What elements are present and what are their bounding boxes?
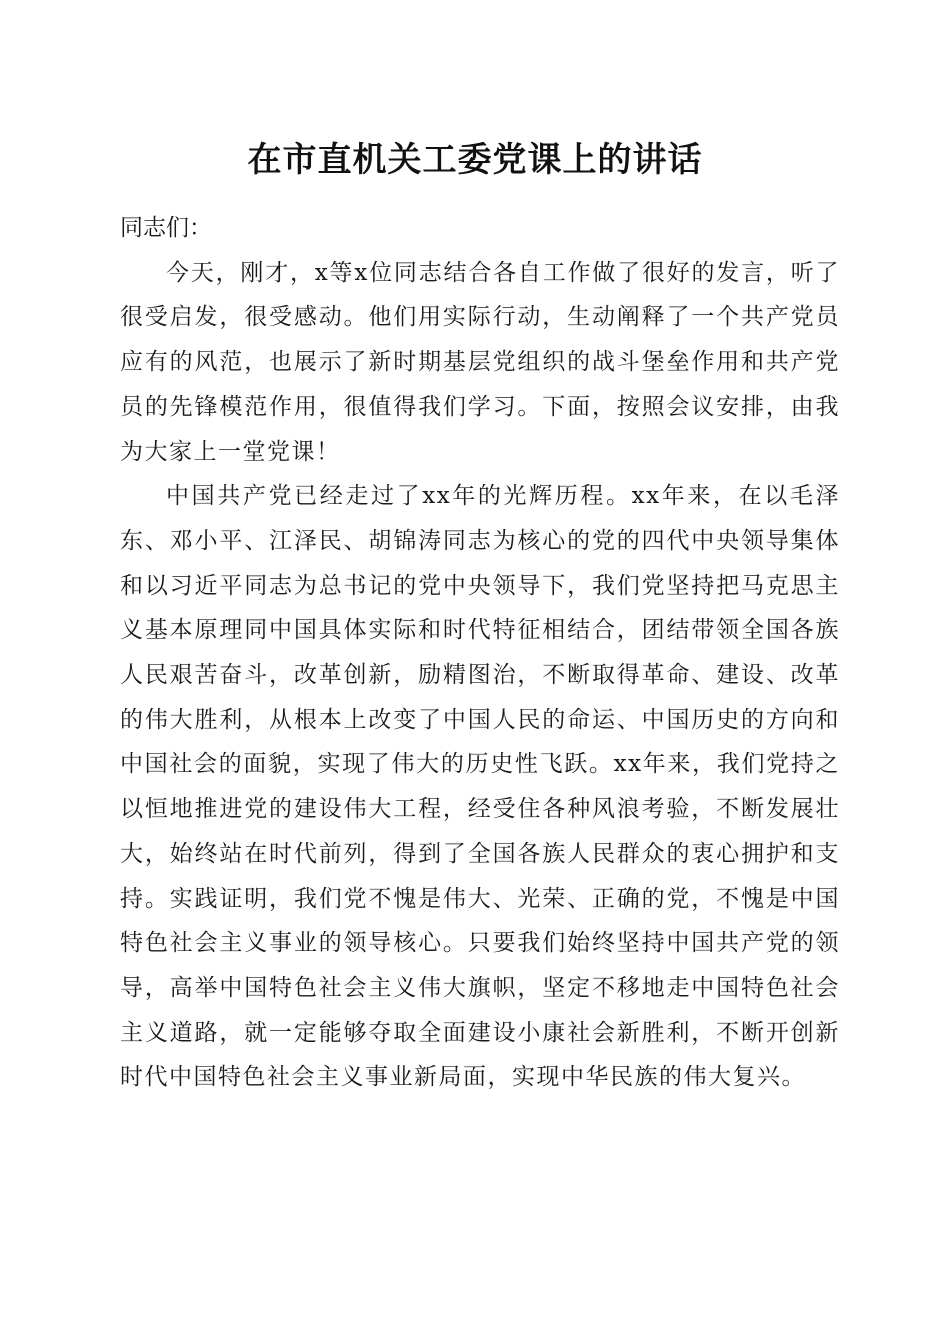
salutation: 同志们： [120, 215, 212, 241]
document-body [120, 206, 840, 1100]
document-title: 在市直机关工委党课上的讲话 [247, 140, 703, 180]
paragraph-opening: 今天，刚才，x等x位同志结合各自工作做了很好的发言，听了很受启发，很受感动。他们用实际行动，生动阐释了一个共产党员应有的风范，也展示了新时期基层党组织的战斗堡垒作用和共产党员的先锋模范作用，很值得我们学习。下面，按照会议安排，由我为大家上一堂党课！ [120, 259, 840, 465]
paragraph-history: 中国共产党已经走过了xx年的光辉历程。xx年来，在以毛泽东、邓小平、江泽民、胡锦涛同志为核心的党的四代中央领导集体和以习近平同志为总书记的党中央领导下，我们党坚持把马克思主义基本原理同中国具体实际和时代特征相结合，团结带领全国各族人民艰苦奋斗，改革创新，励精图治，不断取得革命、建设、改革的伟大胜利，从根本上改变了中国人民的命运、中国历史的方向和中国社会的面貌，实现了伟大的历史性飞跃。xx年来，我们党持之以恒地推进党的建设伟大工程，经受住各种风浪考验，不断发展壮大，始终站在时代前列，得到了全国各族人民群众的衷心拥护和支持。实践证明，我们党不愧是伟大、光荣、正确的党，不愧是中国特色社会主义事业的领导核心。只要我们始终坚持中国共产党的领导，高举中国特色社会主义伟大旗帜，坚定不移地走中国特色社会主义道路，就一定能够夺取全面建设小康社会新胜利，不断开创新时代中国特色社会主义事业新局面，实现中华民族的伟大复兴。 [120, 483, 840, 1091]
